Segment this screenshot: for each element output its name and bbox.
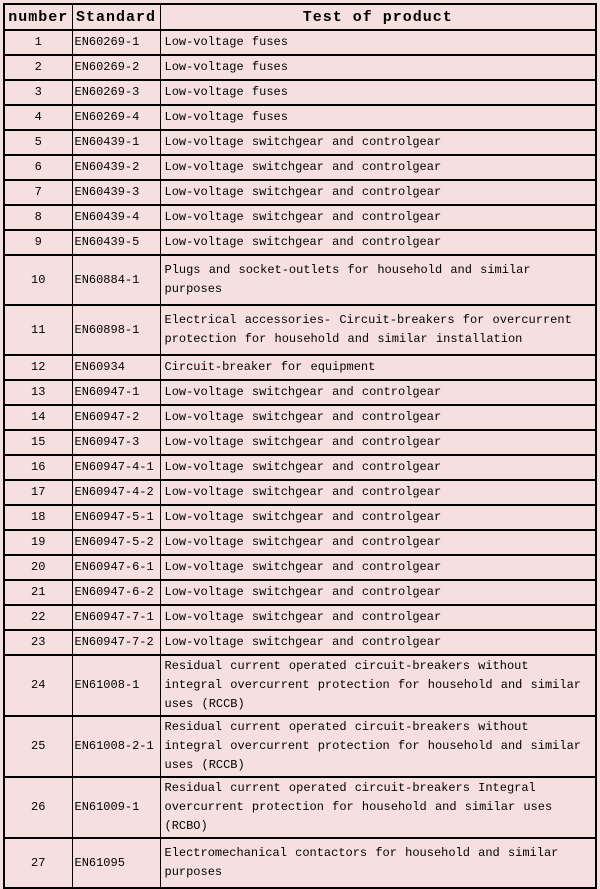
number-cell: 7 [4, 180, 72, 205]
standard-cell: EN61095 [72, 838, 160, 888]
table-row [4, 777, 596, 838]
number-cell: 3 [4, 80, 72, 105]
product-cell: Low-voltage switchgear and controlgear [160, 505, 596, 530]
number-cell: 25 [4, 716, 72, 777]
header-row [4, 4, 596, 30]
table-row [4, 580, 596, 605]
standard-cell: EN60269-3 [72, 80, 160, 105]
table-row [4, 80, 596, 105]
number-cell: 15 [4, 430, 72, 455]
standard-cell: EN60947-5-2 [72, 530, 160, 555]
number-cell: 18 [4, 505, 72, 530]
product-cell: Low-voltage switchgear and controlgear [160, 180, 596, 205]
product-cell: Circuit-breaker for equipment [160, 355, 596, 380]
standard-cell: EN60947-7-2 [72, 630, 160, 655]
standard-cell: EN60947-7-1 [72, 605, 160, 630]
standard-cell: EN60947-5-1 [72, 505, 160, 530]
product-cell: Low-voltage switchgear and controlgear [160, 630, 596, 655]
table-row [4, 838, 596, 888]
standard-cell: EN60947-2 [72, 405, 160, 430]
table-row [4, 180, 596, 205]
number-cell: 10 [4, 255, 72, 305]
table-row [4, 55, 596, 80]
table-row [4, 255, 596, 305]
table-row [4, 655, 596, 716]
number-cell: 4 [4, 105, 72, 130]
standard-cell: EN60898-1 [72, 305, 160, 355]
standard-cell: EN60947-4-1 [72, 455, 160, 480]
number-cell: 21 [4, 580, 72, 605]
standard-cell: EN60439-5 [72, 230, 160, 255]
column-header-number: number [4, 4, 72, 30]
table-row [4, 455, 596, 480]
number-cell: 23 [4, 630, 72, 655]
product-cell: Low-voltage switchgear and controlgear [160, 455, 596, 480]
product-cell: Plugs and socket-outlets for household and similar purposes [160, 255, 596, 305]
product-cell: Residual current operated circuit-breakers without integral overcurrent protection for household and similar uses (RCCB) [160, 716, 596, 777]
table-row [4, 530, 596, 555]
standard-cell: EN60439-4 [72, 205, 160, 230]
standard-cell: EN60439-2 [72, 155, 160, 180]
table-header [4, 4, 596, 30]
product-cell: Low-voltage fuses [160, 30, 596, 55]
product-cell: Low-voltage fuses [160, 55, 596, 80]
standards-table [3, 3, 597, 889]
standard-cell: EN60947-6-2 [72, 580, 160, 605]
standard-cell: EN60269-2 [72, 55, 160, 80]
table-row [4, 630, 596, 655]
table-body [4, 30, 596, 888]
standard-cell: EN60947-4-2 [72, 480, 160, 505]
table-row [4, 380, 596, 405]
number-cell: 1 [4, 30, 72, 55]
product-cell: Residual current operated circuit-breakers Integral overcurrent protection for household and similar uses (RCBO) [160, 777, 596, 838]
number-cell: 9 [4, 230, 72, 255]
product-cell: Low-voltage switchgear and controlgear [160, 430, 596, 455]
table-row [4, 480, 596, 505]
standard-cell: EN61008-1 [72, 655, 160, 716]
product-cell: Low-voltage switchgear and controlgear [160, 130, 596, 155]
product-cell: Low-voltage switchgear and controlgear [160, 405, 596, 430]
standard-cell: EN60269-1 [72, 30, 160, 55]
product-cell: Low-voltage switchgear and controlgear [160, 230, 596, 255]
column-header-test-of-product: Test of product [160, 4, 596, 30]
standard-cell: EN60269-4 [72, 105, 160, 130]
product-cell: Low-voltage switchgear and controlgear [160, 530, 596, 555]
table-row [4, 505, 596, 530]
table-row [4, 605, 596, 630]
number-cell: 8 [4, 205, 72, 230]
number-cell: 20 [4, 555, 72, 580]
number-cell: 14 [4, 405, 72, 430]
table-row [4, 205, 596, 230]
standard-cell: EN60947-3 [72, 430, 160, 455]
product-cell: Residual current operated circuit-breakers without integral overcurrent protection for household and similar uses (RCCB) [160, 655, 596, 716]
product-cell: Low-voltage switchgear and controlgear [160, 580, 596, 605]
number-cell: 2 [4, 55, 72, 80]
table-row [4, 230, 596, 255]
number-cell: 6 [4, 155, 72, 180]
product-cell: Low-voltage fuses [160, 80, 596, 105]
number-cell: 19 [4, 530, 72, 555]
product-cell: Electrical accessories- Circuit-breakers for overcurrent protection for household and similar installation [160, 305, 596, 355]
product-cell: Low-voltage switchgear and controlgear [160, 205, 596, 230]
number-cell: 22 [4, 605, 72, 630]
table-row [4, 405, 596, 430]
table-row [4, 305, 596, 355]
standard-cell: EN60947-6-1 [72, 555, 160, 580]
number-cell: 26 [4, 777, 72, 838]
product-cell: Low-voltage switchgear and controlgear [160, 480, 596, 505]
standard-cell: EN61008-2-1 [72, 716, 160, 777]
table-row [4, 355, 596, 380]
number-cell: 13 [4, 380, 72, 405]
product-cell: Low-voltage switchgear and controlgear [160, 155, 596, 180]
table-row [4, 130, 596, 155]
standard-cell: EN60947-1 [72, 380, 160, 405]
number-cell: 5 [4, 130, 72, 155]
table-row [4, 105, 596, 130]
table-row [4, 430, 596, 455]
number-cell: 11 [4, 305, 72, 355]
table-row [4, 555, 596, 580]
standard-cell: EN60884-1 [72, 255, 160, 305]
product-cell: Low-voltage switchgear and controlgear [160, 380, 596, 405]
product-cell: Low-voltage switchgear and controlgear [160, 605, 596, 630]
standard-cell: EN60934 [72, 355, 160, 380]
standard-cell: EN61009-1 [72, 777, 160, 838]
product-cell: Low-voltage fuses [160, 105, 596, 130]
number-cell: 27 [4, 838, 72, 888]
standard-cell: EN60439-3 [72, 180, 160, 205]
standard-cell: EN60439-1 [72, 130, 160, 155]
number-cell: 17 [4, 480, 72, 505]
table-row [4, 30, 596, 55]
number-cell: 24 [4, 655, 72, 716]
column-header-standard: Standard [72, 4, 160, 30]
number-cell: 16 [4, 455, 72, 480]
product-cell: Electromechanical contactors for household and similar purposes [160, 838, 596, 888]
table-row [4, 155, 596, 180]
product-cell: Low-voltage switchgear and controlgear [160, 555, 596, 580]
number-cell: 12 [4, 355, 72, 380]
table-row [4, 716, 596, 777]
